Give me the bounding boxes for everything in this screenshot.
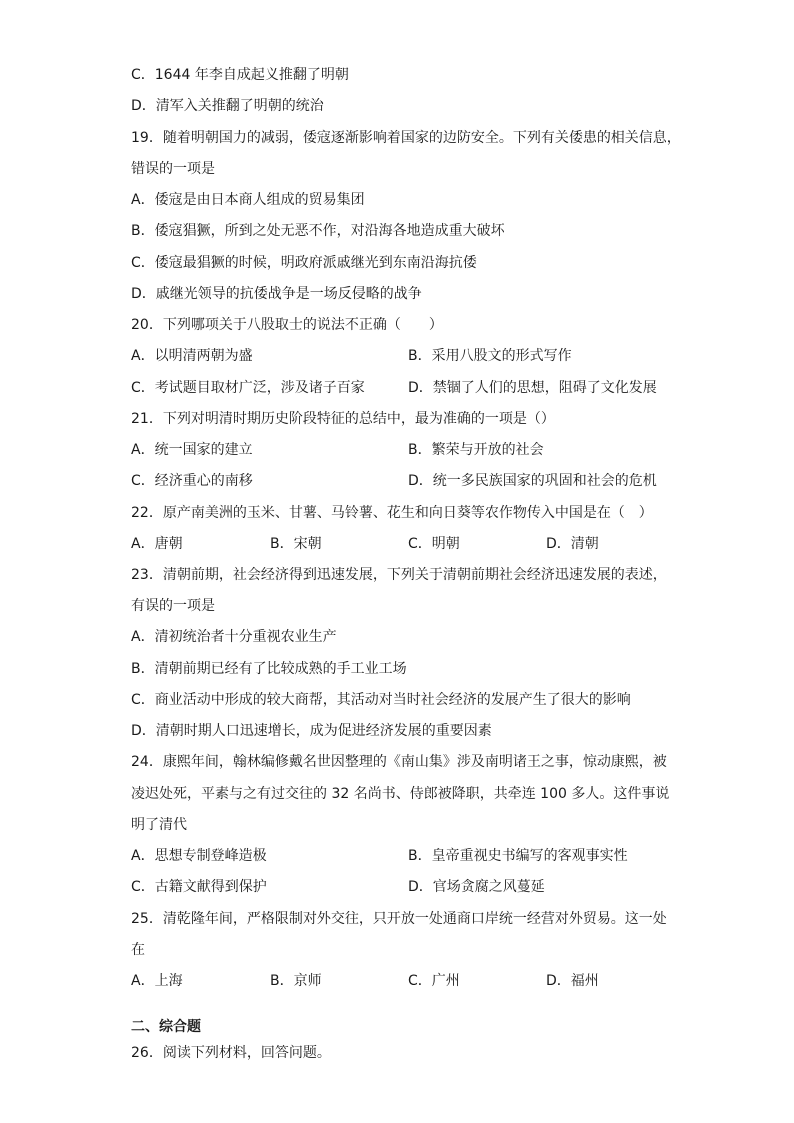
q20-option-d: D．禁锢了人们的思想，阻碍了文化发展 [408,380,657,396]
q25-option-d: D．福州 [546,973,599,989]
q20-option-a: A．以明清两朝为盛 [131,348,253,364]
q25-option-b: B．京师 [270,973,322,989]
q25-option-c: C．广州 [408,973,460,989]
q25-stem-line1: 25．清乾隆年间，严格限制对外交往，只开放一处通商口岸统一经营对外贸易。这一处 [131,911,667,927]
q20-stem: 20．下列哪项关于八股取士的说法不正确（ ） [131,317,443,333]
q24-option-d: D．官场贪腐之风蔓延 [408,879,545,895]
q24-stem-line1: 24．康熙年间，翰林编修戴名世因整理的《南山集》涉及南明诸王之事，惊动康熙，被 [131,754,667,770]
q19-option-b: B．倭寇猖獗，所到之处无恶不作，对沿海各地造成重大破坏 [131,223,505,239]
q25-stem-line2: 在 [131,942,145,958]
q18-option-d: D．清军入关推翻了明朝的统治 [131,98,324,114]
q19-option-a: A．倭寇是由日本商人组成的贸易集团 [131,192,365,208]
q23-option-d: D．清朝时期人口迅速增长，成为促进经济发展的重要因素 [131,723,492,739]
q23-stem-line1: 23．清朝前期，社会经济得到迅速发展，下列关于清朝前期社会经济迅速发展的表述， [131,567,667,583]
q21-stem: 21．下列对明清时期历史阶段特征的总结中，最为准确的一项是（） [131,411,555,427]
q23-option-a: A．清初统治者十分重视农业生产 [131,629,337,645]
q22-option-d: D．清朝 [546,536,599,552]
q23-option-b: B．清朝前期已经有了比较成熟的手工业工场 [131,661,407,677]
section-heading: 二、综合题 [131,1019,201,1035]
q24-stem-line3: 明了清代 [131,817,187,833]
q22-option-c: C．明朝 [408,536,460,552]
q24-option-b: B．皇帝重视史书编写的客观事实性 [408,848,628,864]
q21-option-c: C．经济重心的南移 [131,473,253,489]
q21-option-d: D．统一多民族国家的巩固和社会的危机 [408,473,657,489]
q19-stem-line2: 错误的一项是 [131,161,215,177]
q19-option-c: C．倭寇最猖獗的时候，明政府派戚继光到东南沿海抗倭 [131,255,477,271]
q21-option-a: A．统一国家的建立 [131,442,253,458]
q22-stem: 22．原产南美洲的玉米、甘薯、马铃薯、花生和向日葵等农作物传入中国是在（ ） [131,505,653,521]
q19-stem-line1: 19．随着明朝国力的减弱，倭寇逐渐影响着国家的边防安全。下列有关倭患的相关信息， [131,130,681,146]
q20-option-c: C．考试题目取材广泛，涉及诸子百家 [131,380,365,396]
q22-option-a: A．唐朝 [131,536,183,552]
q21-option-b: B．繁荣与开放的社会 [408,442,544,458]
q24-option-a: A．思想专制登峰造极 [131,848,267,864]
q18-option-c: C．1644 年李自成起义推翻了明朝 [131,67,349,83]
q24-option-c: C．古籍文献得到保护 [131,879,267,895]
q23-option-c: C．商业活动中形成的较大商帮，其活动对当时社会经济的发展产生了很大的影响 [131,692,631,708]
q22-option-b: B．宋朝 [270,536,322,552]
q23-stem-line2: 有误的一项是 [131,598,215,614]
q19-option-d: D．戚继光领导的抗倭战争是一场反侵略的战争 [131,286,422,302]
q25-option-a: A．上海 [131,973,183,989]
q26-stem: 26．阅读下列材料，回答问题。 [131,1045,331,1061]
q24-stem-line2: 凌迟处死，平素与之有过交往的 32 名尚书、侍郎被降职，共牵连 100 多人。这件事说 [131,786,670,802]
q20-option-b: B．采用八股文的形式写作 [408,348,572,364]
